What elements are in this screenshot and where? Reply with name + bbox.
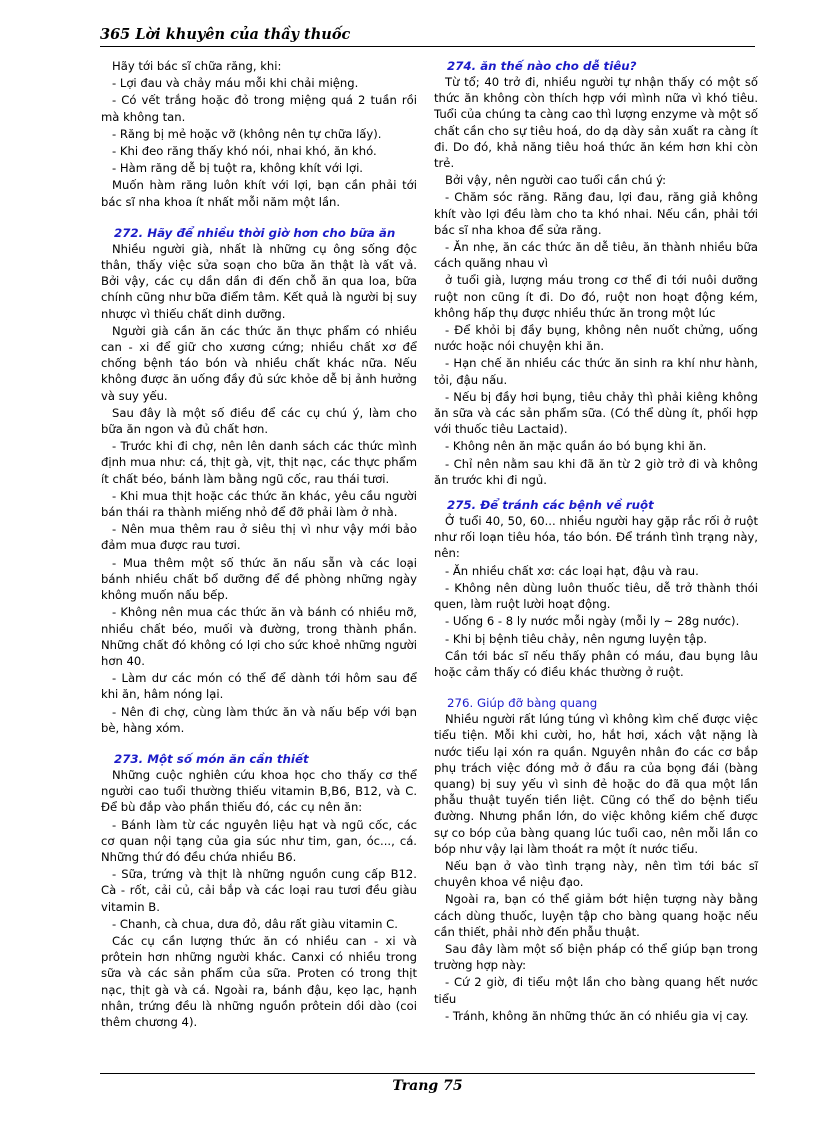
paragraph: Nếu bạn ở vào tình trạng này, nên tìm tới bác sĩ chuyên khoa về niệu đạo. <box>434 858 758 890</box>
paragraph: Người già cần ăn các thức ăn thực phẩm có nhiều can - xi để giữ cho xương cứng; nhiều chất xơ để chống bệnh táo bón và nhiều chất khác nữa. Nếu không được ăn uống đầy đủ sức khỏe dễ bị ảnh hưởng và suy yếu. <box>101 323 417 403</box>
paragraph: Những cuộc nghiên cứu khoa học cho thấy cơ thể người cao tuổi thường thiếu vitamin B,B6, B12, và C. Để bù đắp vào phần thiếu đó, các cụ nên ăn: <box>101 767 417 815</box>
paragraph: - Chanh, cà chua, dưa đỏ, dâu rất giàu vitamin C. <box>112 916 398 931</box>
page-footer <box>100 1073 755 1094</box>
paragraph: - Lợi đau và chảy máu mỗi khi chải miệng. <box>112 76 359 91</box>
paragraph: - Không nên dùng luôn thuốc tiêu, dễ trở thành thói quen, làm ruột lười hoạt động. <box>434 580 758 612</box>
page-header <box>100 26 755 43</box>
paragraph: - Có vết trắng hoặc đỏ trong miệng quá 2 tuần rồi mà không tan. <box>101 93 417 124</box>
book-title: 365 Lời khuyên của thầy thuốc <box>100 26 351 43</box>
section-274-heading: 274. ăn thế nào cho dễ tiêu? <box>447 59 637 73</box>
section-272-heading: 272. Hãy để nhiều thời giờ hơn cho bữa ăn <box>114 225 396 240</box>
paragraph: - Không nên ăn mặc quần áo bó bụng khi ăn. <box>445 439 707 454</box>
paragraph: Nhiều người rất lúng túng vì không kìm chế được việc tiểu tiện. Mỗi khi cười, ho, hắt hơi, xách vật nặng là nước tiểu lại xón ra quần. Nguyên nhân đo các cơ bắp phụ trách việc đóng mở ở đầu ra của bọng đái (bàng quang) bị suy yếu vì sinh đẻ hoặc do đã qua một lần phẫu thuật tuyến tiền liệt. Cũng có thể do bệnh tiểu đường. Nhưng phần lớn, do việc không kiềm chế được sự co bóp của bàng quang lúc tuổi cao, nên mỗi lần co bóp như vậy lại làm thoát ra một ít nước tiểu. <box>434 712 758 856</box>
paragraph: - Trước khi đi chợ, nên lên danh sách các thức mình định mua như: cá, thịt gà, vịt, thịt nạc, các thực phẩm ít chất béo, bánh làm bằng ngũ cốc, rau thái tươi. <box>101 439 417 486</box>
paragraph: - Làm dư các món có thể để dành tới hôm sau để khi ăn, hâm nóng lại. <box>101 671 417 702</box>
left-column <box>101 58 417 1031</box>
paragraph: - Khi mua thịt hoặc các thức ăn khác, yêu cầu người bán thái ra thành miếng nhỏ để đỡ phải làm ở nhà. <box>101 488 417 520</box>
paragraph: Sau đây làm một số biện pháp có thể giúp bạn trong trường hợp này: <box>434 941 758 973</box>
paragraph: Hãy tới bác sĩ chữa răng, khi: <box>112 59 282 73</box>
paragraph: Các cụ cần lượng thức ăn có nhiều can - xi và prôtein hơn những người khác. Canxi có nhiều trong sữa và các sản phẩm của sữa. Proten có trong thịt nạc, thịt gà và cá. Ngoài ra, bánh đậu, kẹo lạc, hạnh nhân, trứng đều là những nguồn prôtein dồi dào (coi thêm chương 4). <box>101 933 417 1029</box>
page-number: Trang 75 <box>392 1078 463 1094</box>
paragraph: - Để khỏi bị đầy bụng, không nên nuốt chửng, uống nước hoặc nói chuyện khi ăn. <box>434 323 758 354</box>
paragraph: - Nên mua thêm rau ở siêu thị vì như vậy mới bảo đảm mua được rau tươi. <box>101 522 417 553</box>
paragraph: - Không nên mua các thức ăn và bánh có nhiều mỡ, nhiều chất béo, muối và đường, trong thành phần. Những chất đó không có lợi cho sức khoẻ những người hơn 40. <box>101 605 417 668</box>
paragraph: Từ tổ; 40 trở đi, nhiều người tự nhận thấy có một số thức ăn không còn thích hợp với mình nữa vì khó tiêu. Tuổi của chúng ta càng cao thì lượng enzyme và một số chất cần cho sự tiêu hoá, do dạ dày sản xuất ra càng ít đi. Do đó, khả năng tiêu hoá thức ăn kém hơn khi còn trẻ. <box>434 75 758 171</box>
paragraph: - Nếu bị đầy hơi bụng, tiêu chảy thì phải kiêng không ăn sữa và các sản phẩm sữa. (Có thể dùng ít, phối hợp với thuốc tiêu Lactaid). <box>434 389 758 437</box>
paragraph: - Khi đeo răng thấy khó nói, nhai khó, ăn khó. <box>112 144 377 159</box>
paragraph: Bởi vậy, nên người cao tuổi cần chú ý: <box>445 173 667 188</box>
paragraph: - Chỉ nên nằm sau khi đã ăn từ 2 giờ trở đi và không ăn trước khi đi ngủ. <box>434 456 758 487</box>
header-rule <box>100 46 755 47</box>
section-276-heading: 276. Giúp đỡ bàng quang <box>447 696 598 711</box>
section-273-heading: 273. Một số món ăn cần thiết <box>114 751 309 766</box>
paragraph: Ở tuổi 40, 50, 60... nhiều người hay gặp rắc rối ở ruột như rối loạn tiêu hóa, táo bón. Để tránh tình trạng này, nên: <box>434 514 758 561</box>
paragraph: - Cứ 2 giờ, đi tiểu một lần cho bàng quang hết nước tiểu <box>434 975 758 1006</box>
paragraph: - Chăm sóc răng. Răng đau, lợi đau, răng giả không khít vào lợi đều làm cho ta khó nhai. Nếu cần, phải tới bác sĩ nha khoa để sửa răng. <box>434 190 758 237</box>
section-275-heading: 275. Để tránh các bệnh về ruột <box>447 498 654 513</box>
paragraph: - Sữa, trứng và thịt là những nguồn cung cấp B12. Cà - rốt, cải củ, cải bắp và các loại rau tươi đều giàu vitamin B. <box>101 867 417 914</box>
paragraph: - Hàm răng dễ bị tuột ra, không khít với lợi. <box>112 161 363 176</box>
right-column <box>434 58 758 1025</box>
paragraph: - Nên đi chợ, cùng làm thức ăn và nấu bếp với bạn bè, hàng xóm. <box>101 704 417 735</box>
paragraph: - Răng bị mẻ hoặc vỡ (không nên tự chữa lấy). <box>112 126 382 141</box>
paragraph: Muốn hàm răng luôn khít với lợi, bạn cần phải tới bác sĩ nha khoa ít nhất mỗi năm một lần. <box>101 178 417 209</box>
paragraph: - Uống 6 - 8 ly nước mỗi ngày (mỗi ly ~ 28g nước). <box>445 614 740 629</box>
paragraph: - Bánh làm từ các nguyên liệu hạt và ngũ cốc, các cơ quan nội tạng của gia súc như tim, gan, óc..., cá. Những thứ đó đều chứa nhiều B6. <box>101 817 417 864</box>
paragraph: - Mua thêm một số thức ăn nấu sẵn và các loại bánh nhiều chất bổ dưỡng để đề phòng những ngày không muốn nấu bếp. <box>101 555 417 603</box>
paragraph: - Ăn nhẹ, ăn các thức ăn dễ tiêu, ăn thành nhiều bữa cách quãng nhau vì <box>434 240 758 271</box>
paragraph: Cần tới bác sĩ nếu thấy phân có máu, đau bụng lâu hoặc cảm thấy có điều khác thường ở ruột. <box>434 648 758 679</box>
paragraph: ở tuổi già, lượng máu trong cơ thể đi tới nuôi dưỡng ruột non cũng ít đi. Do đó, ruột non hoạt động kém, không hấp thụ được nhiều thức ăn trong một lúc <box>434 273 758 320</box>
footer-rule <box>100 1073 755 1074</box>
paragraph: - Ăn nhiều chất xơ: các loại hạt, đậu và rau. <box>445 563 699 578</box>
paragraph: Nhiều người già, nhất là những cụ ông sống độc thân, thấy việc sửa soạn cho bữa ăn thật là vất vả. Bởi vậy, các cụ dần dần đi đến chỗ ăn qua loa, bữa chính cũng như bữa điểm tâm. Kết quả là người bị suy nhược vì thiếu chất dinh dưỡng. <box>101 241 417 321</box>
paragraph: - Hạn chế ăn nhiều các thức ăn sinh ra khí như hành, tỏi, đậu nấu. <box>434 356 758 387</box>
paragraph: Ngoài ra, bạn có thể giảm bớt hiện tượng này bằng cách dùng thuốc, luyện tập cho bàng quang hoặc nếu cần thiết, phải nhờ đến phẫu thuật. <box>434 892 758 939</box>
paragraph: - Khi bị bệnh tiêu chảy, nên ngưng luyện tập. <box>445 631 708 646</box>
paragraph: - Tránh, không ăn những thức ăn có nhiều gia vị cay. <box>445 1008 749 1023</box>
paragraph: Sau đây là một số điều để các cụ chú ý, làm cho bữa ăn ngon và đủ chất hơn. <box>101 405 417 437</box>
